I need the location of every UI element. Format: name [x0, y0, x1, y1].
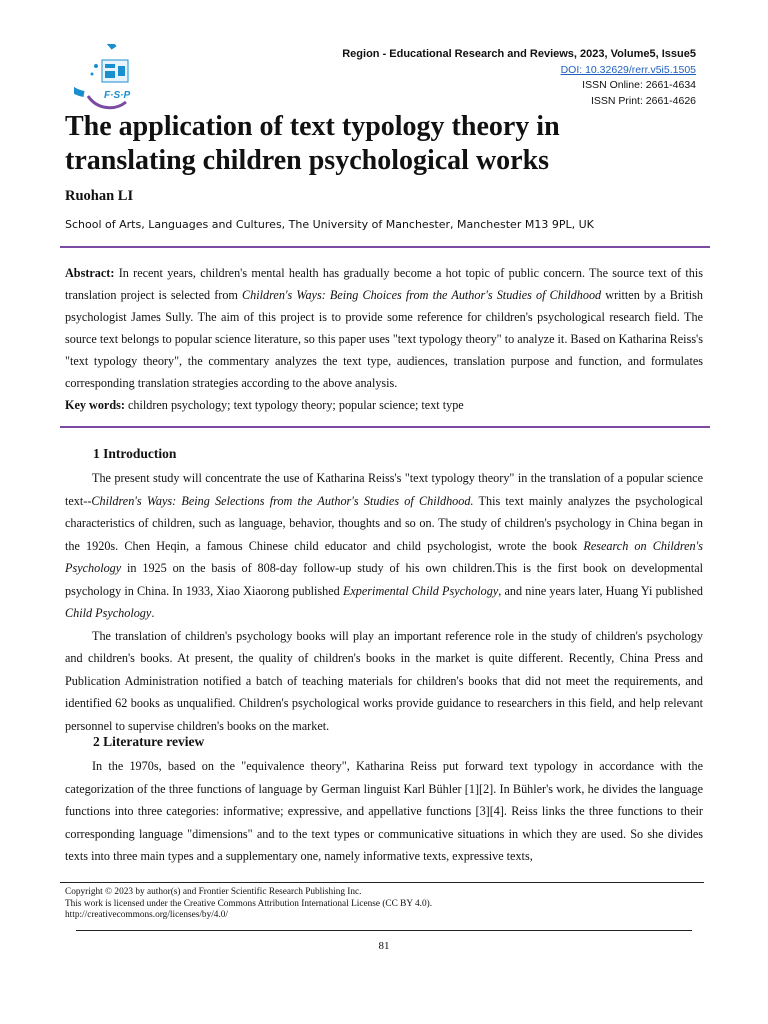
section-1-paragraph-1	[65, 467, 703, 625]
italic-title: Children's Ways: Being Selections from the Author's Studies of Childhood.	[91, 493, 474, 508]
abstract-text-a: In recent years, children's mental health has gradually become a hot topic of public concern. The source text of this translation project is selected from	[65, 266, 703, 302]
author-name: Ruohan LI	[65, 188, 134, 204]
section-2-body	[65, 755, 703, 868]
logo-text: F·S·P	[104, 90, 131, 101]
section-2-paragraph-1: In the 1970s, based on the "equivalence theory", Katharina Reiss put forward text typology in accordance with the categorization of the three functions of language by German linguist Karl Bühler [1][2]. In Bühler's work, he divides the language functions into three categories: informative; expressive, and appellative functions [3][4]. Reiss links the three functions to their corresponding language "dimensions" and to the text types or communicative situations in which they are used. So she divides texts into three main types and a supplementary one, namely informative texts, expressive texts,	[65, 759, 703, 863]
section-2-heading: 2 Literature review	[93, 734, 205, 749]
title-line-2: translating children psychological works	[65, 145, 550, 176]
abstract-book-title: Children's Ways: Being Choices from the Author's Studies of Childhood	[242, 288, 602, 302]
abstract-top-rule	[60, 246, 710, 248]
page-bottom-rule	[76, 930, 692, 931]
italic-title: Experimental Child Psychology	[342, 583, 499, 598]
text-run: in 1925 on the basis of 808-day follow-up study of his own children.This is the first book on developmental psychology in China. In 1933, Xiao Xiaorong published	[65, 561, 703, 598]
keywords-label: Key words:	[65, 398, 125, 412]
abstract-text-b: written by a British psychologist James Sully. The aim of this project is to provide some reference for children's psychological research field. The source text belongs to popular science literature, so this paper uses "text typology theory" to analyze it. Based on Katharina Reiss's "text typology theory", the commentary analyzes the text type, audiences, translation purpose and function, and formulates corresponding translation strategies according to the above analysis.	[65, 288, 703, 390]
issn-online: ISSN Online: 2661-4634	[582, 79, 696, 91]
text-run: This text mainly analyzes the psychological characteristics of children, such as language, behavior, thoughts and so on. The study of children's psychology in China began in the 1920s. Chen Heqin, a famous Chinese child educator and child psychologist, wrote the book	[65, 493, 703, 553]
title-line-1: The application of text typology theory in	[65, 111, 560, 142]
copyright-footer	[65, 887, 432, 922]
footer-rule	[60, 882, 704, 883]
doi-link[interactable]: DOI: 10.32629/rerr.v5i5.1505	[560, 63, 696, 76]
license-line: This work is licensed under the Creative Commons Attribution International License (CC BY 4.0).	[65, 898, 433, 909]
text-run: .	[151, 606, 155, 620]
license-url[interactable]: http://creativecommons.org/licenses/by/4.0/	[65, 910, 229, 920]
keywords-text: children psychology; text typology theory; popular science; text type	[124, 398, 464, 412]
author-affiliation: School of Arts, Languages and Cultures, The University of Manchester, Manchester M13 9PL, UK	[65, 218, 594, 231]
abstract-paragraph	[65, 262, 703, 394]
text-run: The present study will concentrate the use of Katharina Reiss's "text typology theory" in the translation of a popular science text--	[65, 471, 703, 508]
paper-title	[65, 110, 705, 178]
section-1-paragraph-2: The translation of children's psychology books will play an important reference role in the study of children's psychology and children's books. At present, the quality of children's books in the market is quite different. Recently, China Press and Publication Administration notified a batch of teaching materials for children's books that did not meet the requirements, and identified 62 books as unqualified. Children's psychological works provide guidance to researchers in this field, and help relevant personnel to supervise children's books on the market.	[65, 628, 703, 733]
section-1-heading: 1 Introduction	[93, 446, 177, 461]
publisher-logo	[74, 44, 158, 110]
abstract-block	[65, 262, 703, 416]
abstract-bottom-rule	[60, 426, 710, 428]
copyright-line: Copyright © 2023 by author(s) and Frontier Scientific Research Publishing Inc.	[65, 887, 362, 897]
italic-title: Child Psychology	[65, 606, 152, 620]
page-number: 81	[378, 940, 390, 952]
journal-header	[342, 47, 696, 109]
text-run: , and nine years later, Huang Yi published	[498, 583, 703, 598]
keywords-paragraph	[65, 394, 703, 416]
italic-title: Research on Children's Psychology	[65, 538, 704, 575]
abstract-label: Abstract:	[65, 266, 115, 280]
section-1-body	[65, 467, 703, 737]
journal-citation: Region - Educational Research and Reviews, 2023, Volume5, Issue5	[342, 48, 696, 60]
issn-print: ISSN Print: 2661-4626	[590, 94, 696, 107]
